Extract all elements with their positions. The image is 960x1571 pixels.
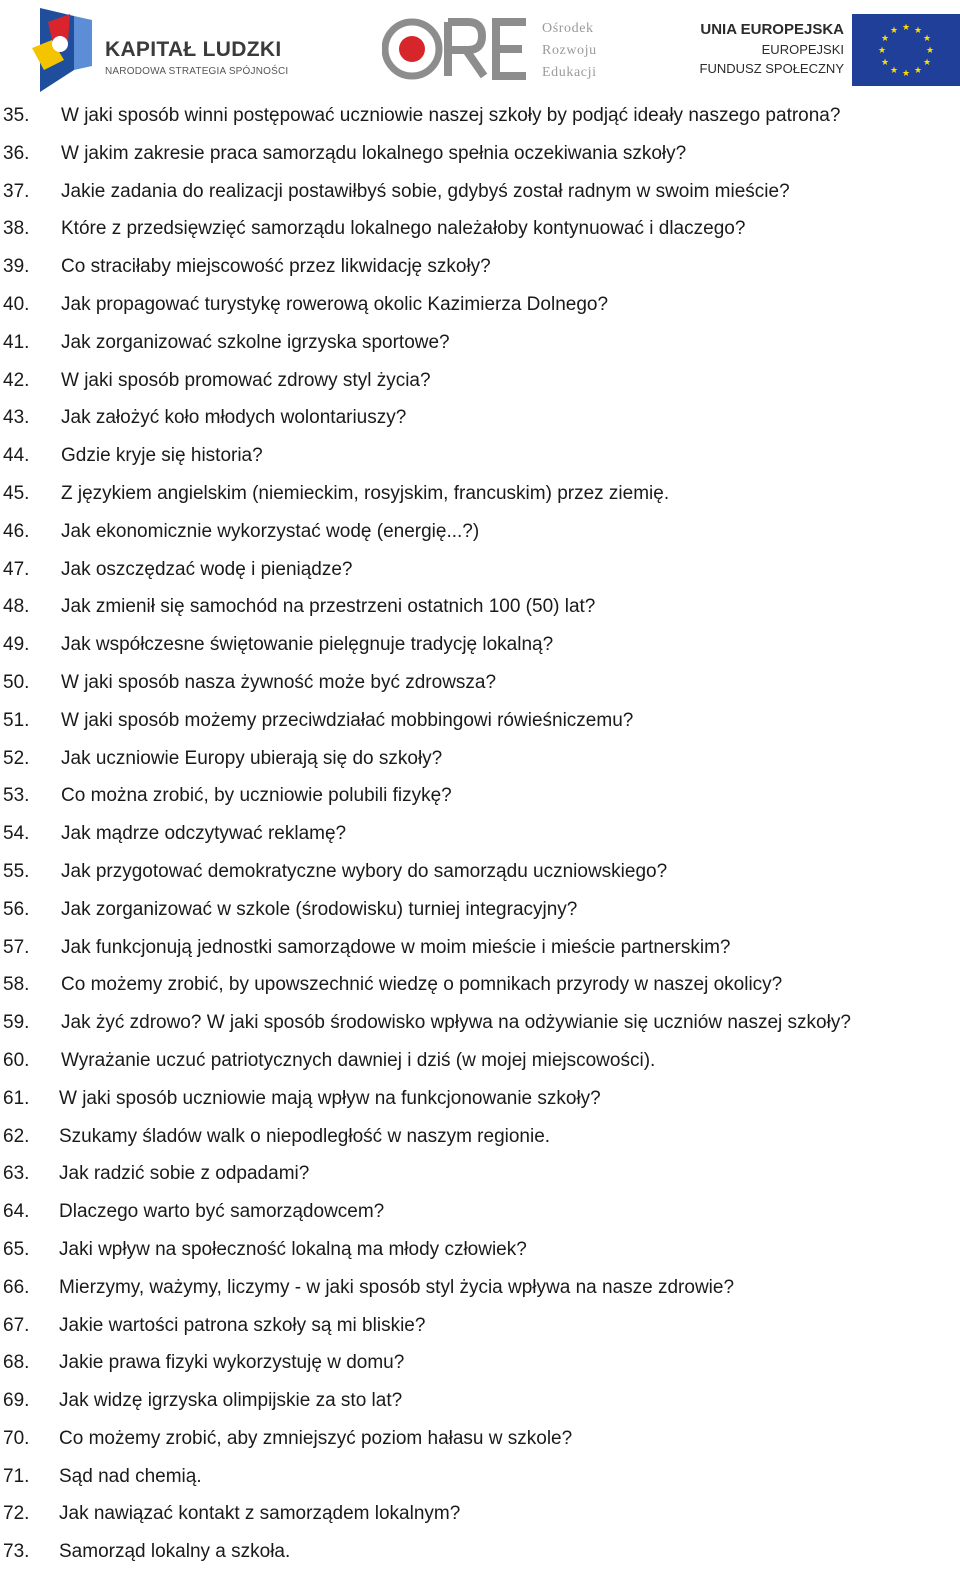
item-number: 60. bbox=[3, 1049, 30, 1071]
item-text: Jak założyć koło młodych wolontariuszy? bbox=[61, 407, 407, 429]
item-number: 51. bbox=[3, 709, 30, 731]
svg-text:★: ★ bbox=[889, 66, 899, 76]
item-text: Jaki wpływ na społeczność lokalną ma młody człowiek? bbox=[59, 1238, 527, 1260]
item-text: Jakie prawa fizyki wykorzystuję w domu? bbox=[59, 1352, 405, 1374]
item-text: Jak żyć zdrowo? W jaki sposób środowisko wpływa na odżywianie się uczniów naszej szkoły? bbox=[61, 1012, 851, 1034]
item-text: Jak przygotować demokratyczne wybory do samorządu uczniowskiego? bbox=[61, 860, 668, 882]
eu-line-1: UNIA EUROPEJSKA bbox=[700, 21, 844, 38]
list-item bbox=[0, 1344, 960, 1382]
item-number: 69. bbox=[3, 1390, 30, 1412]
list-item bbox=[0, 1533, 960, 1571]
svg-text:★: ★ bbox=[901, 23, 911, 33]
list-item bbox=[0, 1269, 960, 1307]
item-text: Jak uczniowie Europy ubierają się do szkoły? bbox=[61, 747, 443, 769]
list-item bbox=[0, 853, 960, 891]
item-number: 62. bbox=[3, 1125, 30, 1147]
item-number: 61. bbox=[3, 1087, 30, 1109]
eu-line-2: EUROPEJSKI bbox=[761, 42, 844, 57]
list-item bbox=[0, 702, 960, 740]
ore-mark-icon bbox=[382, 14, 532, 84]
item-number: 65. bbox=[3, 1238, 30, 1260]
item-text: Jak zorganizować w szkole (środowisku) turniej integracyjny? bbox=[61, 898, 578, 920]
item-number: 47. bbox=[3, 558, 30, 580]
item-text: W jaki sposób winni postępować uczniowie naszej szkoły by podjąć ideały naszego patrona? bbox=[61, 105, 841, 126]
item-number: 57. bbox=[3, 936, 30, 958]
item-text: Które z przedsięwzięć samorządu lokalnego należałoby kontynuować i dlaczego? bbox=[61, 218, 746, 240]
list-item bbox=[0, 1420, 960, 1458]
item-number: 38. bbox=[3, 218, 30, 240]
item-text: Mierzymy, ważymy, liczymy - w jaki sposób styl życia wpływa na nasze zdrowie? bbox=[59, 1276, 735, 1298]
ore-logo bbox=[382, 14, 622, 84]
item-text: Jak zmienił się samochód na przestrzeni ostatnich 100 (50) lat? bbox=[61, 596, 596, 618]
item-number: 63. bbox=[3, 1163, 30, 1185]
list-item bbox=[0, 475, 960, 513]
eu-flag-icon bbox=[852, 14, 960, 86]
item-number: 71. bbox=[3, 1465, 30, 1487]
item-number: 67. bbox=[3, 1314, 30, 1336]
item-number: 43. bbox=[3, 407, 30, 429]
list-item bbox=[0, 929, 960, 967]
list-item bbox=[0, 97, 960, 135]
svg-text:★: ★ bbox=[922, 58, 932, 68]
list-item bbox=[0, 135, 960, 173]
svg-text:★: ★ bbox=[901, 69, 911, 79]
question-list bbox=[0, 97, 960, 1571]
list-item bbox=[0, 1042, 960, 1080]
item-number: 70. bbox=[3, 1427, 30, 1449]
eu-logo bbox=[688, 12, 960, 90]
list-item bbox=[0, 740, 960, 778]
item-text: W jakim zakresie praca samorządu lokalnego spełnia oczekiwania szkoły? bbox=[61, 142, 687, 164]
item-text: Jakie wartości patrona szkoły są mi bliskie? bbox=[59, 1314, 426, 1336]
item-number: 54. bbox=[3, 823, 30, 845]
list-item bbox=[0, 1080, 960, 1118]
list-item bbox=[0, 588, 960, 626]
kapital-ludzki-logo bbox=[30, 8, 310, 92]
item-text: Dlaczego warto być samorządowcem? bbox=[59, 1201, 385, 1223]
svg-text:★: ★ bbox=[880, 34, 890, 44]
list-item bbox=[0, 1231, 960, 1269]
list-item bbox=[0, 815, 960, 853]
item-number: 44. bbox=[3, 445, 30, 467]
svg-text:★: ★ bbox=[877, 46, 887, 56]
item-text: Co straciłaby miejscowość przez likwidację szkoły? bbox=[61, 256, 491, 278]
item-text: Jak oszczędzać wodę i pieniądze? bbox=[61, 558, 353, 580]
list-item bbox=[0, 1458, 960, 1496]
list-item bbox=[0, 1193, 960, 1231]
list-item bbox=[0, 1118, 960, 1156]
list-item bbox=[0, 1495, 960, 1533]
item-text: Samorząd lokalny a szkoła. bbox=[59, 1541, 291, 1563]
list-item bbox=[0, 664, 960, 702]
item-text: Co można zrobić, by uczniowie polubili fizykę? bbox=[61, 785, 452, 807]
list-item bbox=[0, 437, 960, 475]
list-item bbox=[0, 248, 960, 286]
item-number: 40. bbox=[3, 293, 30, 315]
item-number: 45. bbox=[3, 482, 30, 504]
item-number: 36. bbox=[3, 142, 30, 164]
list-item bbox=[0, 324, 960, 362]
item-number: 35. bbox=[3, 105, 30, 126]
item-number: 49. bbox=[3, 634, 30, 656]
ore-word-osrodek: Ośrodek bbox=[542, 21, 594, 36]
item-text: Z językiem angielskim (niemieckim, rosyjskim, francuskim) przez ziemię. bbox=[61, 482, 670, 504]
item-number: 52. bbox=[3, 747, 30, 769]
list-item bbox=[0, 777, 960, 815]
item-number: 72. bbox=[3, 1503, 30, 1525]
list-item bbox=[0, 1004, 960, 1042]
item-number: 48. bbox=[3, 596, 30, 618]
kapital-ludzki-emblem-icon bbox=[30, 8, 92, 92]
item-text: Wyrażanie uczuć patriotycznych dawniej i dziś (w mojej miejscowości). bbox=[61, 1049, 656, 1071]
list-item bbox=[0, 626, 960, 664]
item-number: 50. bbox=[3, 671, 30, 693]
item-number: 56. bbox=[3, 898, 30, 920]
page-header bbox=[0, 0, 960, 100]
list-item bbox=[0, 399, 960, 437]
item-number: 73. bbox=[3, 1541, 30, 1563]
item-number: 55. bbox=[3, 860, 30, 882]
item-text: Jak propagować turystykę rowerową okolic Kazimierza Dolnego? bbox=[61, 293, 609, 315]
item-text: Jakie zadania do realizacji postawiłbyś sobie, gdybyś został radnym w swoim mieście? bbox=[61, 180, 790, 202]
eu-line-3: FUNDUSZ SPOŁECZNY bbox=[699, 61, 844, 76]
item-number: 42. bbox=[3, 369, 30, 391]
item-text: Jak ekonomicznie wykorzystać wodę (energię...?) bbox=[61, 520, 480, 542]
svg-text:★: ★ bbox=[922, 34, 932, 44]
list-item bbox=[0, 1307, 960, 1345]
item-text: Jak funkcjonują jednostki samorządowe w moim mieście i mieście partnerskim? bbox=[61, 936, 731, 958]
item-text: Jak widzę igrzyska olimpijskie za sto lat? bbox=[59, 1390, 403, 1412]
item-number: 58. bbox=[3, 974, 30, 996]
list-item bbox=[0, 513, 960, 551]
item-text: W jaki sposób nasza żywność może być zdrowsza? bbox=[61, 671, 497, 693]
svg-text:★: ★ bbox=[925, 46, 935, 56]
item-text: Szukamy śladów walk o niepodległość w naszym regionie. bbox=[59, 1125, 551, 1147]
item-text: Sąd nad chemią. bbox=[59, 1465, 202, 1487]
item-text: Co możemy zrobić, aby zmniejszyć poziom hałasu w szkole? bbox=[59, 1427, 573, 1449]
item-number: 64. bbox=[3, 1201, 30, 1223]
item-number: 46. bbox=[3, 520, 30, 542]
ore-word-rozwoju: Rozwoju bbox=[542, 43, 597, 58]
ore-word-edukacji: Edukacji bbox=[542, 65, 597, 80]
svg-text:★: ★ bbox=[913, 26, 923, 36]
item-number: 59. bbox=[3, 1012, 30, 1034]
item-number: 66. bbox=[3, 1276, 30, 1298]
ore-words bbox=[542, 18, 622, 84]
list-item bbox=[0, 173, 960, 211]
item-text: Jak radzić sobie z odpadami? bbox=[59, 1163, 310, 1185]
list-item bbox=[0, 1382, 960, 1420]
item-text: Gdzie kryje się historia? bbox=[61, 445, 263, 467]
list-item bbox=[0, 1155, 960, 1193]
list-item bbox=[0, 551, 960, 589]
list-item bbox=[0, 286, 960, 324]
item-text: Jak zorganizować szkolne igrzyska sportowe? bbox=[61, 331, 450, 353]
item-text: W jaki sposób możemy przeciwdziałać mobbingowi rówieśniczemu? bbox=[61, 709, 634, 731]
item-number: 53. bbox=[3, 785, 30, 807]
item-text: Jak współczesne świętowanie pielęgnuje tradycję lokalną? bbox=[61, 634, 554, 656]
kapital-ludzki-title: KAPITAŁ LUDZKI bbox=[105, 38, 282, 61]
svg-text:★: ★ bbox=[889, 26, 899, 36]
item-text: W jaki sposób promować zdrowy styl życia? bbox=[61, 369, 431, 391]
item-text: Jak nawiązać kontakt z samorządem lokalnym? bbox=[59, 1503, 461, 1525]
item-text: W jaki sposób uczniowie mają wpływ na funkcjonowanie szkoły? bbox=[59, 1087, 601, 1109]
eu-logo-text bbox=[700, 20, 844, 78]
kapital-ludzki-subtitle: NARODOWA STRATEGIA SPÓJNOŚCI bbox=[105, 66, 289, 77]
svg-text:★: ★ bbox=[913, 66, 923, 76]
item-text: Jak mądrze odczytywać reklamę? bbox=[61, 823, 347, 845]
item-text: Co możemy zrobić, by upowszechnić wiedzę o pomnikach przyrody w naszej okolicy? bbox=[61, 974, 783, 996]
item-number: 68. bbox=[3, 1352, 30, 1374]
item-number: 37. bbox=[3, 180, 30, 202]
list-item bbox=[0, 210, 960, 248]
list-item bbox=[0, 891, 960, 929]
list-item bbox=[0, 362, 960, 400]
item-number: 41. bbox=[3, 331, 30, 353]
svg-text:★: ★ bbox=[880, 58, 890, 68]
list-item bbox=[0, 966, 960, 1004]
item-number: 39. bbox=[3, 256, 30, 278]
